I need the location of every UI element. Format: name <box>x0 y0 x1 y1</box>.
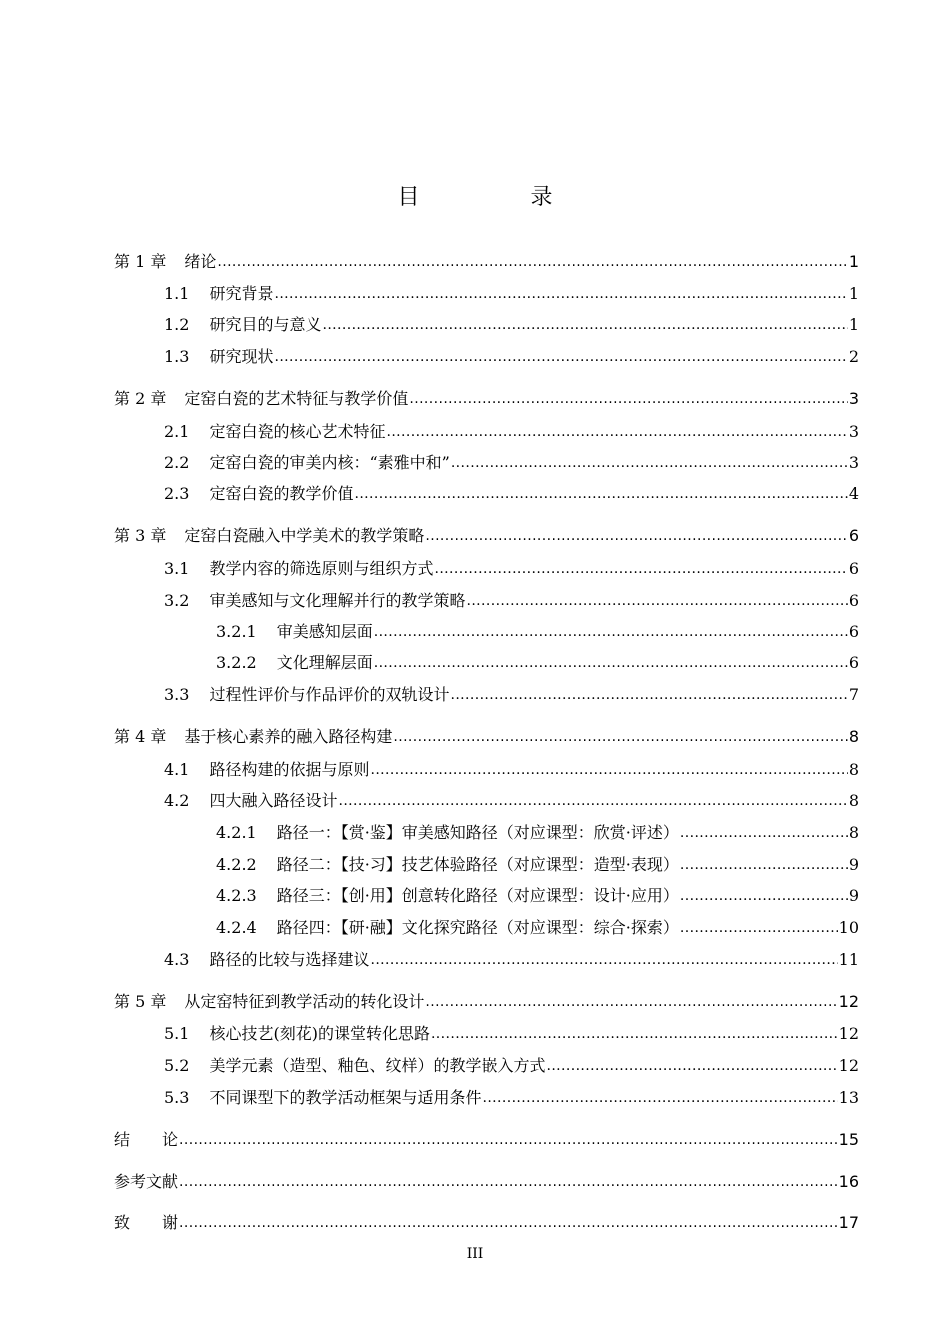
toc-entry-number: 1.3 <box>164 347 190 366</box>
toc-entry-label: 结 论 <box>114 1130 179 1149</box>
toc-entry[interactable] <box>164 1020 859 1044</box>
toc-entry[interactable] <box>164 418 859 442</box>
dot-leader <box>451 453 848 473</box>
toc-entry-number: 2.2 <box>164 453 190 472</box>
toc-entry-number: 3.2.2 <box>216 653 257 672</box>
toc-entry-page: 4 <box>848 484 859 503</box>
toc-entry-page: 9 <box>848 886 859 905</box>
dot-leader <box>370 760 847 780</box>
toc-entry-page: 17 <box>838 1213 859 1232</box>
toc-entry-label: 致 谢 <box>114 1213 179 1232</box>
toc-entry-label: 参考文献 <box>114 1172 179 1191</box>
toc-entry-label: 定窑白瓷的艺术特征与教学价值 <box>184 389 409 408</box>
toc-entry-page: 15 <box>838 1130 859 1149</box>
toc-entry-page: 3 <box>848 453 859 472</box>
dot-leader <box>179 1213 838 1233</box>
toc-entry[interactable] <box>216 618 859 642</box>
toc-entry-page: 8 <box>848 727 859 746</box>
toc-entry-number: 第 1 章 <box>114 252 167 271</box>
toc-entry-page: 1 <box>848 315 859 334</box>
toc-entry-label: 定窑白瓷融入中学美术的教学策略 <box>184 526 425 545</box>
toc-entry-page: 8 <box>848 823 859 842</box>
toc-entry-label: 美学元素（造型、釉色、纹样）的教学嵌入方式 <box>209 1056 546 1075</box>
toc-entry-page: 13 <box>838 1088 859 1107</box>
toc-entry-page: 12 <box>838 1024 859 1043</box>
toc-entry[interactable] <box>164 587 859 611</box>
toc-entry-page: 12 <box>838 1056 859 1075</box>
dot-leader <box>680 855 848 875</box>
toc-entry[interactable] <box>114 385 859 409</box>
toc-entry-number: 5.3 <box>164 1088 190 1107</box>
dot-leader <box>409 389 847 409</box>
toc-entry-page: 3 <box>848 389 859 408</box>
dot-leader <box>482 1088 837 1108</box>
toc-entry-page: 2 <box>848 347 859 366</box>
dot-leader <box>680 886 848 906</box>
dot-leader <box>322 315 847 335</box>
toc-entry-page: 10 <box>838 918 859 937</box>
dot-leader <box>217 252 847 272</box>
toc-entry-page: 12 <box>838 992 859 1011</box>
toc-entry-label: 审美感知与文化理解并行的教学策略 <box>209 591 466 610</box>
toc-entry-label: 路径二：【技·习】技艺体验路径（对应课型：造型·表现） <box>276 855 679 874</box>
toc-entry-number: 4.1 <box>164 760 190 779</box>
toc-entry-label: 路径构建的依据与原则 <box>209 760 370 779</box>
toc-entry-label: 路径三：【创·用】创意转化路径（对应课型：设计·应用） <box>276 886 679 905</box>
toc-entry-label: 文化理解层面 <box>276 653 373 672</box>
toc-entry-label: 定窑白瓷的核心艺术特征 <box>209 422 386 441</box>
dot-leader <box>393 727 847 747</box>
toc-entry-page: 6 <box>848 526 859 545</box>
toc-entry-page: 16 <box>838 1172 859 1191</box>
dot-leader <box>374 653 848 673</box>
toc-entry-number: 2.1 <box>164 422 190 441</box>
toc-entry-number: 第 5 章 <box>114 992 167 1011</box>
toc-entry-label: 审美感知层面 <box>276 622 373 641</box>
toc-entry-label: 路径四：【研·融】文化探究路径（对应课型：综合·探索） <box>276 918 679 937</box>
toc-entry-label: 路径一：【赏·鉴】审美感知路径（对应课型：欣赏·评述） <box>276 823 679 842</box>
dot-leader <box>374 622 848 642</box>
toc-entry[interactable] <box>114 1168 859 1192</box>
toc-entry[interactable] <box>164 280 859 304</box>
toc-entry-number: 4.2 <box>164 791 190 810</box>
toc-entry-page: 9 <box>848 855 859 874</box>
toc-entry-page: 3 <box>848 422 859 441</box>
dot-leader <box>434 559 847 579</box>
toc-entry-label: 路径的比较与选择建议 <box>209 950 370 969</box>
toc-entry[interactable] <box>114 248 859 272</box>
toc-entry-number: 1.1 <box>164 284 190 303</box>
toc-entry-page: 6 <box>848 622 859 641</box>
toc-entry[interactable] <box>164 787 859 811</box>
toc-entry[interactable] <box>216 649 859 673</box>
toc-entry[interactable] <box>164 343 859 367</box>
toc-entry-number: 4.2.4 <box>216 918 257 937</box>
toc-entry-number: 3.2.1 <box>216 622 257 641</box>
dot-leader <box>338 791 847 811</box>
toc-entry-label: 研究目的与意义 <box>209 315 322 334</box>
toc-entry-label: 定窑白瓷的教学价值 <box>209 484 354 503</box>
toc-entry-number: 4.2.2 <box>216 855 257 874</box>
toc-entry-number: 1.2 <box>164 315 190 334</box>
toc-entry[interactable] <box>216 819 859 843</box>
toc-entry-number: 4.2.3 <box>216 886 257 905</box>
toc-entry-number: 5.1 <box>164 1024 190 1043</box>
toc-entry-page: 6 <box>848 559 859 578</box>
toc-entry-page: 1 <box>848 252 859 271</box>
toc-entry-page: 6 <box>848 591 859 610</box>
toc-entry-page: 8 <box>848 760 859 779</box>
toc-entry[interactable] <box>114 723 859 747</box>
toc-entry-page: 7 <box>848 685 859 704</box>
dot-leader <box>179 1130 838 1150</box>
page-number: III <box>466 1246 484 1262</box>
toc-entry-page: 11 <box>838 950 859 969</box>
toc-entry-label: 四大融入路径设计 <box>209 791 338 810</box>
toc-entry-label: 过程性评价与作品评价的双轨设计 <box>209 685 450 704</box>
toc-entry-label: 不同课型下的教学活动框架与适用条件 <box>209 1088 482 1107</box>
toc-entry[interactable] <box>216 882 859 906</box>
dot-leader <box>680 823 848 843</box>
toc-entry[interactable] <box>114 1209 859 1233</box>
dot-leader <box>274 347 847 367</box>
toc-entry-number: 第 2 章 <box>114 389 167 408</box>
dot-leader <box>370 950 837 970</box>
toc-entry[interactable] <box>114 988 859 1012</box>
toc-entry-number: 4.3 <box>164 950 190 969</box>
toc-entry[interactable] <box>164 480 859 504</box>
toc-entry-number: 5.2 <box>164 1056 190 1075</box>
dot-leader <box>274 284 847 304</box>
toc-entry-label: 从定窑特征到教学活动的转化设计 <box>184 992 425 1011</box>
toc-entry-number: 3.3 <box>164 685 190 704</box>
toc-entry[interactable] <box>216 851 859 875</box>
toc-entry[interactable] <box>164 1084 859 1108</box>
toc-entry[interactable] <box>164 1052 859 1076</box>
dot-leader <box>386 422 847 442</box>
toc-entry[interactable] <box>114 1126 859 1150</box>
toc-entry-number: 3.1 <box>164 559 190 578</box>
toc-entry-label: 核心技艺(刻花)的课堂转化思路 <box>209 1024 430 1043</box>
toc-entry-page: 8 <box>848 791 859 810</box>
dot-leader <box>431 1024 838 1044</box>
page-title: 目 录 <box>397 185 605 210</box>
toc-entry[interactable] <box>164 555 859 579</box>
toc-entry[interactable] <box>164 311 859 335</box>
dot-leader <box>546 1056 837 1076</box>
toc-entry-label: 绪论 <box>184 252 217 271</box>
dot-leader <box>179 1172 838 1192</box>
toc-entry-number: 第 3 章 <box>114 526 167 545</box>
toc-entry-number: 3.2 <box>164 591 190 610</box>
toc-entry[interactable] <box>164 681 859 705</box>
toc-entry-number: 2.3 <box>164 484 190 503</box>
toc-entry-label: 定窑白瓷的审美内核：“素雅中和” <box>209 453 450 472</box>
toc-entry[interactable] <box>114 522 859 546</box>
toc-entry-number: 4.2.1 <box>216 823 257 842</box>
dot-leader <box>425 992 837 1012</box>
toc-entry-label: 研究现状 <box>209 347 274 366</box>
toc-entry-label: 研究背景 <box>209 284 274 303</box>
dot-leader <box>680 918 838 938</box>
toc-entry[interactable] <box>164 946 859 970</box>
toc-entry[interactable] <box>216 914 859 938</box>
dot-leader <box>354 484 847 504</box>
toc-entry-label: 基于核心素养的融入路径构建 <box>184 727 393 746</box>
dot-leader <box>466 591 847 611</box>
toc-entry[interactable] <box>164 756 859 780</box>
toc-entry-page: 6 <box>848 653 859 672</box>
toc-entry[interactable] <box>164 449 859 473</box>
dot-leader <box>425 526 847 546</box>
toc-entry-number: 第 4 章 <box>114 727 167 746</box>
dot-leader <box>450 685 847 705</box>
toc-entry-page: 1 <box>848 284 859 303</box>
toc-entry-label: 教学内容的筛选原则与组织方式 <box>209 559 434 578</box>
